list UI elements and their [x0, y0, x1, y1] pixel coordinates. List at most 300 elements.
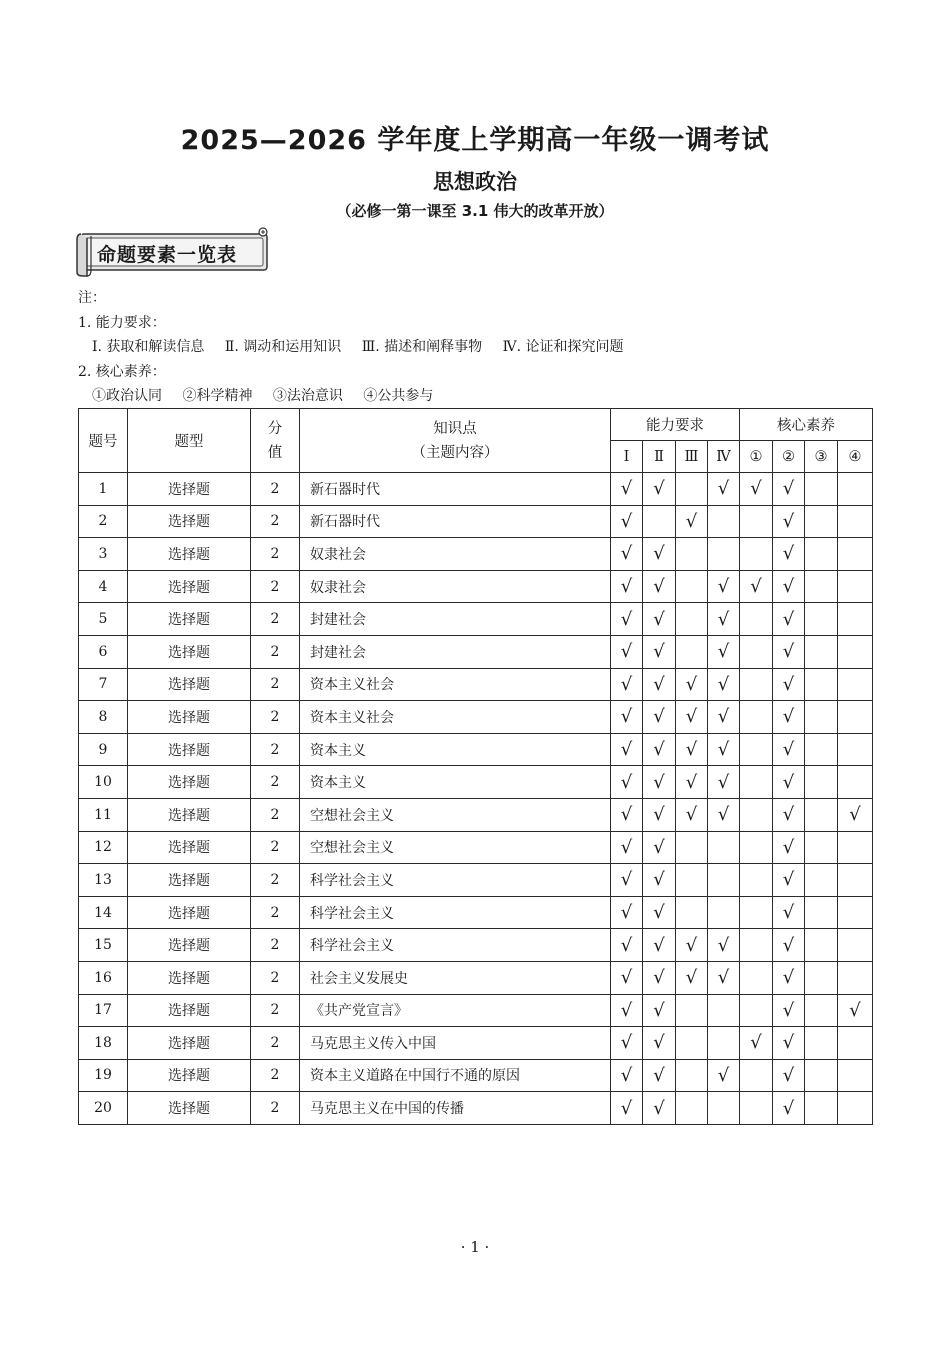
literacy-check-cell	[805, 1027, 838, 1060]
section-banner	[75, 226, 271, 278]
literacy-check-mark: √	[838, 994, 873, 1027]
ability-check-cell	[676, 1027, 708, 1060]
table-row	[79, 1059, 873, 1092]
literacy-check-cell	[805, 701, 838, 734]
question-number: 11	[79, 798, 128, 831]
literacy-item: ①政治认同	[92, 388, 162, 404]
table-row	[79, 701, 873, 734]
literacy-list	[78, 384, 624, 409]
question-score: 2	[251, 538, 300, 571]
ability-check-mark: √	[708, 701, 740, 734]
exam-title: 2025—2026 学年度上学期高一年级一调考试	[180, 125, 770, 156]
ability-check-mark: √	[611, 1092, 643, 1125]
ability-check-mark: √	[676, 701, 708, 734]
knowledge-point: 新石器时代	[300, 505, 611, 538]
ability-check-mark: √	[643, 570, 676, 603]
ability-check-cell	[676, 1092, 708, 1125]
literacy-check-cell	[740, 733, 773, 766]
ability-check-mark: √	[611, 473, 643, 506]
ability-check-mark: √	[676, 961, 708, 994]
question-type: 选择题	[128, 831, 251, 864]
question-score: 2	[251, 798, 300, 831]
literacy-check-cell	[740, 538, 773, 571]
ability-check-mark: √	[676, 505, 708, 538]
ability-check-mark: √	[643, 635, 676, 668]
literacy-check-cell	[838, 929, 873, 962]
knowledge-point: 《共产党宣言》	[300, 994, 611, 1027]
literacy-check-cell	[805, 994, 838, 1027]
ability-check-mark: √	[676, 766, 708, 799]
literacy-check-cell	[740, 961, 773, 994]
literacy-check-cell	[805, 896, 838, 929]
question-number: 17	[79, 994, 128, 1027]
ability-check-cell	[708, 1027, 740, 1060]
literacy-check-cell	[838, 473, 873, 506]
ability-check-cell	[676, 635, 708, 668]
ability-check-mark: √	[611, 994, 643, 1027]
ability-check-cell	[643, 505, 676, 538]
literacy-check-cell	[838, 570, 873, 603]
question-score: 2	[251, 505, 300, 538]
ability-check-mark: √	[643, 1092, 676, 1125]
ability-check-cell	[708, 1092, 740, 1125]
question-number: 10	[79, 766, 128, 799]
question-score: 2	[251, 1092, 300, 1125]
literacy-check-cell	[740, 1092, 773, 1125]
question-type: 选择题	[128, 896, 251, 929]
question-type: 选择题	[128, 1027, 251, 1060]
table-row	[79, 603, 873, 636]
literacy-check-cell	[740, 1059, 773, 1092]
literacy-check-cell	[740, 505, 773, 538]
ability-check-mark: √	[708, 635, 740, 668]
ability-check-mark: √	[611, 798, 643, 831]
knowledge-point: 新石器时代	[300, 473, 611, 506]
literacy-check-mark: √	[773, 1059, 805, 1092]
header-ability-col: Ⅱ	[643, 441, 676, 473]
ability-check-cell	[676, 896, 708, 929]
question-score: 2	[251, 994, 300, 1027]
header-type: 题型	[128, 409, 251, 473]
literacy-check-cell	[838, 1059, 873, 1092]
literacy-check-cell	[740, 831, 773, 864]
literacy-check-cell	[740, 864, 773, 897]
literacy-check-mark: √	[773, 864, 805, 897]
literacy-check-cell	[838, 831, 873, 864]
ability-check-cell	[708, 505, 740, 538]
header-literacy-col: ③	[805, 441, 838, 473]
ability-check-mark: √	[643, 929, 676, 962]
literacy-check-mark: √	[773, 831, 805, 864]
question-number: 12	[79, 831, 128, 864]
literacy-check-cell	[740, 896, 773, 929]
ability-check-mark: √	[611, 1027, 643, 1060]
ability-check-mark: √	[676, 733, 708, 766]
ability-check-cell	[676, 1059, 708, 1092]
ability-check-mark: √	[643, 896, 676, 929]
ability-item: Ⅳ. 论证和探究问题	[502, 339, 624, 355]
literacy-check-cell	[805, 538, 838, 571]
ability-check-mark: √	[643, 831, 676, 864]
ability-list	[78, 335, 624, 360]
question-type: 选择题	[128, 668, 251, 701]
banner-label: 命题要素一览表	[97, 244, 238, 266]
literacy-check-mark: √	[773, 896, 805, 929]
literacy-item: ④公共参与	[363, 388, 434, 404]
table-row	[79, 994, 873, 1027]
literacy-check-mark: √	[773, 1092, 805, 1125]
literacy-check-cell	[805, 798, 838, 831]
ability-check-mark: √	[611, 864, 643, 897]
table-row	[79, 505, 873, 538]
question-number: 2	[79, 505, 128, 538]
literacy-check-cell	[838, 701, 873, 734]
ability-check-mark: √	[643, 798, 676, 831]
literacy-check-cell	[805, 473, 838, 506]
literacy-check-cell	[805, 635, 838, 668]
literacy-check-cell	[805, 831, 838, 864]
question-type: 选择题	[128, 635, 251, 668]
ability-check-cell	[708, 538, 740, 571]
ability-check-cell	[676, 864, 708, 897]
knowledge-point: 奴隶社会	[300, 538, 611, 571]
knowledge-point: 马克思主义在中国的传播	[300, 1092, 611, 1125]
question-score: 2	[251, 896, 300, 929]
literacy-check-cell	[740, 603, 773, 636]
ability-check-mark: √	[708, 961, 740, 994]
question-number: 20	[79, 1092, 128, 1125]
question-score: 2	[251, 1059, 300, 1092]
knowledge-point: 马克思主义传入中国	[300, 1027, 611, 1060]
header-knowledge-line1: 知识点	[433, 420, 477, 437]
ability-check-mark: √	[611, 668, 643, 701]
literacy-check-cell	[740, 798, 773, 831]
ability-check-mark: √	[611, 831, 643, 864]
question-elements-table	[78, 408, 873, 1125]
literacy-check-mark: √	[773, 701, 805, 734]
ability-check-mark: √	[643, 701, 676, 734]
literacy-check-cell	[740, 635, 773, 668]
literacy-check-cell	[805, 929, 838, 962]
ability-check-cell	[676, 994, 708, 1027]
header-score-line1: 分	[267, 420, 283, 437]
literacy-check-cell	[805, 961, 838, 994]
ability-check-mark: √	[708, 570, 740, 603]
table-row	[79, 766, 873, 799]
header-ability-col: Ⅲ	[676, 441, 708, 473]
literacy-check-cell	[740, 766, 773, 799]
table-row	[79, 538, 873, 571]
ability-check-mark: √	[611, 766, 643, 799]
literacy-check-cell	[805, 505, 838, 538]
ability-check-cell	[676, 473, 708, 506]
literacy-heading: 2. 核心素养：	[78, 363, 166, 380]
literacy-check-mark: √	[773, 961, 805, 994]
knowledge-point: 奴隶社会	[300, 570, 611, 603]
table-row	[79, 929, 873, 962]
question-score: 2	[251, 635, 300, 668]
literacy-check-cell	[838, 635, 873, 668]
ability-check-mark: √	[708, 1059, 740, 1092]
question-number: 16	[79, 961, 128, 994]
question-type: 选择题	[128, 929, 251, 962]
literacy-check-cell	[838, 864, 873, 897]
question-number: 9	[79, 733, 128, 766]
knowledge-point: 资本主义社会	[300, 668, 611, 701]
question-number: 13	[79, 864, 128, 897]
knowledge-point: 空想社会主义	[300, 798, 611, 831]
question-type: 选择题	[128, 733, 251, 766]
literacy-check-mark: √	[740, 570, 773, 603]
ability-check-mark: √	[643, 603, 676, 636]
table-row	[79, 1092, 873, 1125]
literacy-check-cell	[805, 864, 838, 897]
ability-check-cell	[676, 831, 708, 864]
question-number: 14	[79, 896, 128, 929]
ability-check-mark: √	[708, 929, 740, 962]
question-type: 选择题	[128, 701, 251, 734]
knowledge-point: 封建社会	[300, 635, 611, 668]
ability-check-mark: √	[611, 929, 643, 962]
knowledge-point: 资本主义道路在中国行不通的原因	[300, 1059, 611, 1092]
ability-check-mark: √	[643, 1059, 676, 1092]
literacy-check-mark: √	[773, 603, 805, 636]
question-number: 8	[79, 701, 128, 734]
knowledge-point: 资本主义	[300, 733, 611, 766]
question-type: 选择题	[128, 1059, 251, 1092]
literacy-check-mark: √	[773, 733, 805, 766]
question-number: 3	[79, 538, 128, 571]
ability-check-mark: √	[611, 635, 643, 668]
ability-check-mark: √	[611, 538, 643, 571]
ability-check-cell	[676, 570, 708, 603]
knowledge-point: 科学社会主义	[300, 896, 611, 929]
literacy-check-cell	[838, 1092, 873, 1125]
literacy-check-cell	[838, 733, 873, 766]
literacy-check-mark: √	[773, 473, 805, 506]
literacy-check-mark: √	[773, 635, 805, 668]
question-score: 2	[251, 733, 300, 766]
header-literacy-col: ②	[773, 441, 805, 473]
literacy-check-cell	[838, 766, 873, 799]
literacy-check-cell	[805, 570, 838, 603]
question-type: 选择题	[128, 994, 251, 1027]
literacy-check-mark: √	[773, 798, 805, 831]
ability-check-mark: √	[676, 668, 708, 701]
question-type: 选择题	[128, 505, 251, 538]
literacy-check-mark: √	[740, 473, 773, 506]
ability-check-mark: √	[708, 603, 740, 636]
question-score: 2	[251, 1027, 300, 1060]
question-number: 7	[79, 668, 128, 701]
question-score: 2	[251, 929, 300, 962]
table-row	[79, 635, 873, 668]
ability-check-mark: √	[611, 603, 643, 636]
ability-check-cell	[708, 994, 740, 1027]
table-row	[79, 570, 873, 603]
ability-check-mark: √	[708, 668, 740, 701]
literacy-check-cell	[805, 766, 838, 799]
literacy-check-cell	[805, 1092, 838, 1125]
literacy-check-cell	[740, 668, 773, 701]
ability-check-mark: √	[611, 701, 643, 734]
subject-title: 思想政治	[433, 170, 517, 194]
literacy-check-cell	[838, 668, 873, 701]
table-row	[79, 798, 873, 831]
question-score: 2	[251, 473, 300, 506]
exam-scope: （必修一第一课至 3.1 伟大的改革开放）	[336, 202, 614, 220]
literacy-check-mark: √	[773, 538, 805, 571]
header-literacy-col: ④	[838, 441, 873, 473]
literacy-check-cell	[805, 1059, 838, 1092]
table-row	[79, 864, 873, 897]
question-number: 18	[79, 1027, 128, 1060]
question-score: 2	[251, 603, 300, 636]
ability-check-mark: √	[611, 1059, 643, 1092]
header-ability-group: 能力要求	[611, 409, 740, 441]
header-ability-col: Ⅳ	[708, 441, 740, 473]
ability-check-mark: √	[676, 798, 708, 831]
knowledge-point: 封建社会	[300, 603, 611, 636]
literacy-item: ②科学精神	[182, 388, 253, 404]
header-literacy-group: 核心素养	[740, 409, 873, 441]
ability-check-cell	[676, 603, 708, 636]
header-knowledge-line2: （主题内容）	[411, 444, 499, 461]
literacy-check-mark: √	[740, 1027, 773, 1060]
question-type: 选择题	[128, 961, 251, 994]
ability-check-mark: √	[643, 1027, 676, 1060]
literacy-check-mark: √	[773, 994, 805, 1027]
question-type: 选择题	[128, 473, 251, 506]
question-number: 15	[79, 929, 128, 962]
notes-heading: 注：	[78, 290, 106, 306]
question-type: 选择题	[128, 570, 251, 603]
table-row	[79, 1027, 873, 1060]
question-score: 2	[251, 701, 300, 734]
header-ability-col: Ⅰ	[611, 441, 643, 473]
knowledge-point: 资本主义社会	[300, 701, 611, 734]
ability-check-mark: √	[643, 994, 676, 1027]
literacy-check-cell	[805, 733, 838, 766]
literacy-check-cell	[838, 505, 873, 538]
ability-check-mark: √	[643, 961, 676, 994]
ability-check-mark: √	[611, 961, 643, 994]
knowledge-point: 资本主义	[300, 766, 611, 799]
header-knowledge	[300, 409, 611, 473]
question-score: 2	[251, 831, 300, 864]
header-score-line2: 值	[267, 444, 283, 461]
ability-item: Ⅲ. 描述和阐释事物	[361, 339, 483, 355]
literacy-check-cell	[838, 603, 873, 636]
literacy-check-cell	[838, 1027, 873, 1060]
ability-check-mark: √	[643, 766, 676, 799]
header-num: 题号	[79, 409, 128, 473]
ability-check-mark: √	[611, 570, 643, 603]
ability-check-mark: √	[643, 473, 676, 506]
ability-check-mark: √	[611, 505, 643, 538]
header-literacy-col: ①	[740, 441, 773, 473]
question-type: 选择题	[128, 603, 251, 636]
ability-check-mark: √	[611, 896, 643, 929]
question-score: 2	[251, 570, 300, 603]
literacy-check-mark: √	[773, 1027, 805, 1060]
knowledge-point: 社会主义发展史	[300, 961, 611, 994]
table-row	[79, 473, 873, 506]
table-row	[79, 831, 873, 864]
literacy-check-mark: √	[773, 929, 805, 962]
ability-check-cell	[708, 831, 740, 864]
literacy-check-cell	[740, 701, 773, 734]
literacy-check-mark: √	[773, 668, 805, 701]
ability-item: Ⅱ. 调动和运用知识	[224, 339, 342, 355]
knowledge-point: 科学社会主义	[300, 864, 611, 897]
literacy-check-cell	[838, 896, 873, 929]
question-score: 2	[251, 864, 300, 897]
question-score: 2	[251, 961, 300, 994]
literacy-check-mark: √	[838, 798, 873, 831]
table-row	[79, 668, 873, 701]
table-body	[79, 473, 873, 1125]
literacy-check-cell	[740, 929, 773, 962]
header-score	[251, 409, 300, 473]
ability-check-mark: √	[708, 733, 740, 766]
ability-check-cell	[676, 538, 708, 571]
question-number: 5	[79, 603, 128, 636]
question-type: 选择题	[128, 1092, 251, 1125]
notes-section	[78, 286, 624, 409]
question-number: 1	[79, 473, 128, 506]
literacy-check-cell	[805, 603, 838, 636]
knowledge-point: 空想社会主义	[300, 831, 611, 864]
question-number: 4	[79, 570, 128, 603]
literacy-check-cell	[805, 668, 838, 701]
table-row	[79, 733, 873, 766]
ability-heading: 1. 能力要求：	[78, 314, 166, 331]
literacy-check-mark: √	[773, 570, 805, 603]
ability-check-mark: √	[611, 733, 643, 766]
ability-check-mark: √	[643, 864, 676, 897]
question-type: 选择题	[128, 864, 251, 897]
literacy-check-mark: √	[773, 505, 805, 538]
question-score: 2	[251, 668, 300, 701]
question-number: 19	[79, 1059, 128, 1092]
question-score: 2	[251, 766, 300, 799]
ability-check-cell	[708, 864, 740, 897]
ability-check-mark: √	[643, 668, 676, 701]
table-row	[79, 896, 873, 929]
question-type: 选择题	[128, 538, 251, 571]
ability-check-mark: √	[643, 538, 676, 571]
ability-check-mark: √	[708, 766, 740, 799]
ability-check-mark: √	[708, 473, 740, 506]
page-number: · 1 ·	[460, 1238, 490, 1256]
knowledge-point: 科学社会主义	[300, 929, 611, 962]
literacy-check-cell	[838, 961, 873, 994]
ability-check-mark: √	[676, 929, 708, 962]
question-type: 选择题	[128, 798, 251, 831]
question-type: 选择题	[128, 766, 251, 799]
ability-item: Ⅰ. 获取和解读信息	[92, 339, 205, 355]
table-row	[79, 961, 873, 994]
ability-check-cell	[708, 896, 740, 929]
literacy-check-cell	[838, 538, 873, 571]
literacy-item: ③法治意识	[272, 388, 343, 404]
literacy-check-cell	[740, 994, 773, 1027]
literacy-check-mark: √	[773, 766, 805, 799]
ability-check-mark: √	[708, 798, 740, 831]
question-number: 6	[79, 635, 128, 668]
ability-check-mark: √	[643, 733, 676, 766]
